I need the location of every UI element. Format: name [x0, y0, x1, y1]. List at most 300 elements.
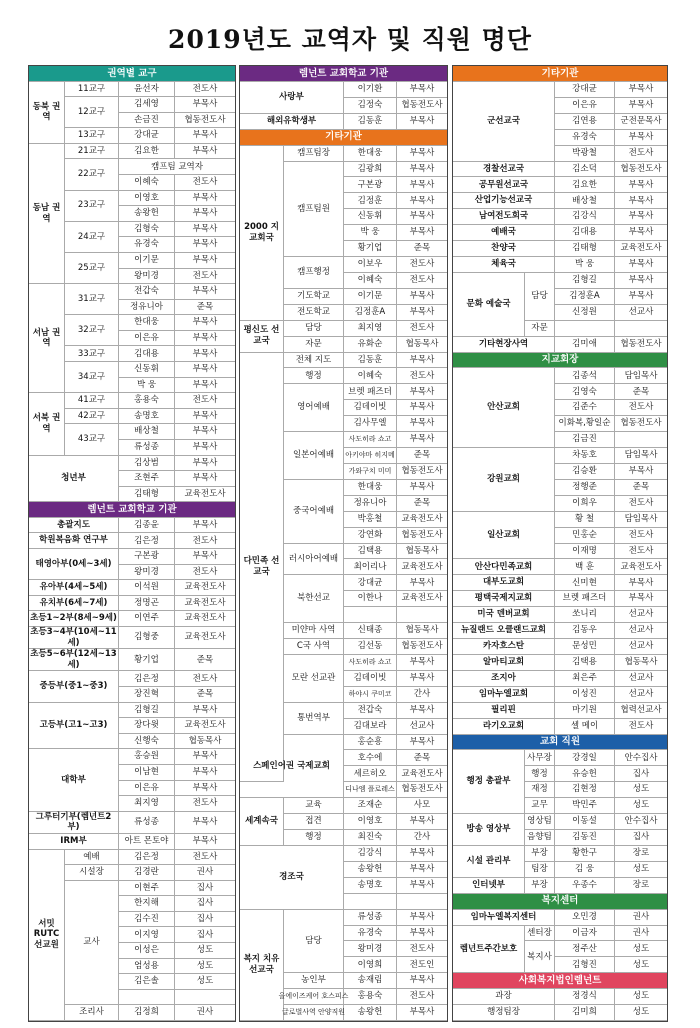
table-cell: 32교구 — [65, 315, 119, 346]
table-cell: 김은솔 — [119, 974, 175, 990]
table-cell: 권사 — [175, 865, 235, 881]
table-cell: 12교구 — [65, 97, 119, 128]
table-cell: 협동목사 — [397, 544, 447, 560]
table-cell: 유승헌 — [555, 766, 615, 782]
table-cell: 부목사 — [175, 97, 235, 113]
table-cell: 통번역부 — [284, 703, 344, 735]
table-cell: 부목사 — [175, 749, 235, 765]
table-cell: 협동전도사 — [397, 782, 447, 798]
table-cell: 구본광 — [119, 549, 175, 565]
table-cell: 가와구치 미미 — [344, 464, 397, 480]
table-cell: 장로 — [615, 878, 667, 894]
table-cell: 정명곤 — [119, 596, 175, 612]
table-cell: 초등1~2부(8세~9세) — [29, 611, 119, 627]
table-cell: 문화 예술국 — [453, 273, 525, 337]
table-cell: 부목사 — [397, 162, 447, 178]
table-cell: 준목 — [615, 480, 667, 496]
roster-table-2 — [240, 66, 447, 1021]
table-cell: 홍용숙 — [344, 989, 397, 1005]
table-cell: 군선교국 — [453, 82, 555, 162]
table-cell: 교육전도사 — [175, 580, 235, 596]
table-cell: 김형진 — [555, 957, 615, 973]
table-cell: 김태형 — [119, 487, 175, 503]
table-cell: 초등5~6부(12세~13세) — [29, 649, 119, 671]
table-cell: 부목사 — [397, 225, 447, 241]
table-cell: 뉴질랜드 오클랜드교회 — [453, 623, 555, 639]
table-cell: 협동전도사 — [397, 464, 447, 480]
table-cell: 전도사 — [615, 544, 667, 560]
table-cell: 세계속국 — [240, 798, 284, 846]
table-cell: 이재명 — [555, 544, 615, 560]
section-header: 교회 직원 — [453, 735, 667, 751]
table-cell: 준목 — [175, 300, 235, 316]
table-cell: 김영숙 — [555, 384, 615, 400]
table-cell: 부목사 — [397, 1005, 447, 1021]
table-cell: 성도 — [615, 782, 667, 798]
table-cell — [175, 990, 235, 1006]
table-cell: 부목사 — [615, 98, 667, 114]
table-cell: 전도사 — [397, 989, 447, 1005]
table-cell: 사모 — [397, 798, 447, 814]
table-cell: 부목사 — [397, 480, 447, 496]
table-cell: 김사무엘 — [344, 416, 397, 432]
table-cell: 13교구 — [65, 128, 119, 144]
table-cell: 다민족 선교국 — [240, 353, 284, 783]
table-cell: 셀 메이 — [555, 719, 615, 735]
table-cell: 백 훈 — [555, 559, 615, 575]
table-cell: 부목사 — [175, 471, 235, 487]
table-cell: 성도 — [615, 798, 667, 814]
table-cell: 교사 — [65, 881, 119, 1006]
table-cell: 부목사 — [397, 289, 447, 305]
table-cell: 박홍철 — [344, 512, 397, 528]
table-cell: 정유니아 — [344, 496, 397, 512]
table-cell: 부목사 — [175, 284, 235, 300]
table-cell: 전도사 — [397, 941, 447, 957]
table-cell: 강대균 — [344, 575, 397, 591]
table-cell: 안수집사 — [615, 750, 667, 766]
table-cell: 조지아 — [453, 671, 555, 687]
table-cell: 이기문 — [344, 289, 397, 305]
table-cell: 43교구 — [65, 424, 119, 455]
table-cell: 준목 — [397, 448, 447, 464]
table-cell: 디나엠 플로레스 — [344, 782, 397, 798]
table-cell: 카자흐스탄 — [453, 639, 555, 655]
table-cell: 전도사 — [175, 671, 235, 687]
table-cell: 대학부 — [29, 749, 119, 811]
table-cell: 이혜숙 — [119, 175, 175, 191]
table-cell: 자문 — [284, 337, 344, 353]
table-cell: 이기문 — [119, 253, 175, 269]
table-cell: 부목사 — [397, 735, 447, 751]
table-cell: 이혜숙 — [344, 368, 397, 384]
table-cell: 권사 — [175, 1005, 235, 1021]
table-cell: 쏘니리 — [555, 607, 615, 623]
table-cell: 팀장 — [525, 862, 555, 878]
table-cell: 김데이빗 — [344, 400, 397, 416]
table-cell: 부목사 — [397, 400, 447, 416]
table-cell: 한지해 — [119, 896, 175, 912]
table-cell: 전도사 — [615, 146, 667, 162]
table-cell: 33교구 — [65, 346, 119, 362]
table-cell: 렘넌트주간보호 — [453, 926, 525, 974]
table-cell: 준목 — [397, 750, 447, 766]
table-cell: 김태형 — [555, 241, 615, 257]
table-cell: 그루터기부(렘넌트2부) — [29, 812, 119, 834]
table-cell: 김형길 — [119, 703, 175, 719]
table-cell: 조현주 — [119, 471, 175, 487]
table-cell: 부목사 — [397, 82, 447, 98]
table-cell: 부목사 — [615, 82, 667, 98]
page-title: 2019년도 교역자 및 직원 명단 — [168, 25, 532, 54]
table-cell: 김현정 — [555, 782, 615, 798]
table-cell: 동북 권역 — [29, 82, 65, 144]
table-cell: 협동전도사 — [615, 337, 667, 353]
table-cell: 김은정 — [119, 671, 175, 687]
table-cell: 서남 권역 — [29, 284, 65, 393]
table-cell: 부목사 — [397, 846, 447, 862]
table-cell: 부목사 — [175, 834, 235, 850]
roster-table-1 — [29, 66, 235, 1021]
table-cell: 농인부 — [284, 973, 344, 989]
table-cell — [397, 894, 447, 910]
table-cell: 예배 — [65, 850, 119, 866]
table-cell: 김택용 — [555, 655, 615, 671]
table-cell: 엄성용 — [119, 959, 175, 975]
table-cell: 이성진 — [555, 687, 615, 703]
table-cell: 유아부(4세~5세) — [29, 580, 119, 596]
table-cell: 31교구 — [65, 284, 119, 315]
table-cell: 정행준 — [555, 480, 615, 496]
table-cell: 송왕헌 — [344, 1005, 397, 1021]
table-cell: 강대균 — [119, 128, 175, 144]
table-cell: 박광철 — [555, 146, 615, 162]
table-cell: 송왕헌 — [344, 862, 397, 878]
table-cell: 부목사 — [397, 973, 447, 989]
table-cell: 교무 — [525, 798, 555, 814]
table-cell: 사무장 — [525, 750, 555, 766]
table-cell: 성도 — [615, 941, 667, 957]
table-cell: 전도사 — [615, 400, 667, 416]
table-cell: 한대웅 — [344, 480, 397, 496]
table-cell: 총괄지도 — [29, 518, 119, 534]
table-cell: 이은유 — [555, 98, 615, 114]
table-cell: 영상팀 — [525, 814, 555, 830]
table-cell: 부목사 — [397, 353, 447, 369]
table-cell: 협동목사 — [615, 655, 667, 671]
table-cell: 전도사 — [175, 82, 235, 98]
table-cell: 전도인 — [397, 957, 447, 973]
table-cell: 김동우 — [555, 623, 615, 639]
table-cell: 부목사 — [175, 346, 235, 362]
table-cell: 전갑숙 — [119, 284, 175, 300]
table-cell: 김미희 — [555, 1005, 615, 1021]
table-cell: 김세영 — [119, 97, 175, 113]
table-cell: 강연화 — [344, 528, 397, 544]
table-cell: 강대균 — [555, 82, 615, 98]
table-cell: 김연용 — [555, 114, 615, 130]
table-cell: 김요한 — [555, 177, 615, 193]
table-cell: 최진숙 — [344, 830, 397, 846]
table-cell: C국 사역 — [284, 639, 344, 655]
table-cell: 신동휘 — [344, 209, 397, 225]
table-cell: 전도사 — [175, 565, 235, 581]
section-header: 기타기관 — [453, 66, 667, 82]
table-cell: 협동전도사 — [397, 98, 447, 114]
table-cell — [344, 607, 397, 623]
table-cell: 김은정 — [119, 533, 175, 549]
table-cell: 협동목사 — [397, 623, 447, 639]
table-cell: 정경식 — [555, 989, 615, 1005]
table-cell: 부목사 — [175, 765, 235, 781]
table-cell: 성도 — [615, 957, 667, 973]
table-cell: 교육전도사 — [397, 766, 447, 782]
table-cell: 부목사 — [175, 331, 235, 347]
table-cell: 서북 권역 — [29, 393, 65, 455]
table-cell: 세르히오 — [344, 766, 397, 782]
table-cell: 이연주 — [119, 611, 175, 627]
table-cell: 유경숙 — [119, 237, 175, 253]
table-cell: 부목사 — [397, 703, 447, 719]
table-cell: 부목사 — [397, 575, 447, 591]
table-cell: 유치부(6세~7세) — [29, 596, 119, 612]
table-cell: 34교구 — [65, 362, 119, 393]
table-cell: 태영아부(0세~3세) — [29, 549, 119, 580]
table-cell: 교육전도사 — [397, 559, 447, 575]
table-cell: 사도히라 쇼고 — [344, 432, 397, 448]
table-cell: 우종수 — [555, 878, 615, 894]
table-cell: 김동훈 — [344, 353, 397, 369]
table-cell: 윤선자 — [119, 82, 175, 98]
table-cell: 부목사 — [397, 671, 447, 687]
table-cell: 김대용 — [119, 346, 175, 362]
table-cell: 2000 지교회국 — [240, 146, 284, 321]
table-cell: 정주산 — [555, 941, 615, 957]
table-cell: 고등부(고1~고3) — [29, 703, 119, 750]
table-cell: 장진혁 — [119, 687, 175, 703]
table-cell: 전도사 — [397, 257, 447, 273]
table-cell: 중국어예배 — [284, 480, 344, 544]
table-cell: 인터넷부 — [453, 878, 525, 894]
table-cell: 부목사 — [175, 781, 235, 797]
table-cell: 김 웅 — [555, 862, 615, 878]
table-cell: 황한구 — [555, 846, 615, 862]
table-cell: 평신도 선교국 — [240, 321, 284, 353]
table-cell: 협력선교사 — [615, 703, 667, 719]
table-cell: 집사 — [615, 830, 667, 846]
table-cell: 부목사 — [615, 257, 667, 273]
table-cell: 간사 — [397, 687, 447, 703]
table-cell: 이남현 — [119, 765, 175, 781]
table-cell: 부목사 — [175, 812, 235, 834]
table-cell: 박 웅 — [344, 225, 397, 241]
table-cell: 학원복음화 연구부 — [29, 533, 119, 549]
table-cell: 박 웅 — [119, 378, 175, 394]
table-cell: 김금진 — [555, 432, 615, 448]
table-cell: 부목사 — [615, 225, 667, 241]
table-cell: 왕미경 — [119, 565, 175, 581]
table-cell: 북한선교 — [284, 575, 344, 623]
table-cell: 박민주 — [555, 798, 615, 814]
table-cell: 신동휘 — [119, 362, 175, 378]
table-cell: 서밋 RUTC 선교원 — [29, 850, 65, 1021]
table-cell: 부목사 — [175, 456, 235, 472]
table-cell: 부목사 — [175, 440, 235, 456]
table-cell: IRM부 — [29, 834, 119, 850]
table-cell: 최이리나 — [344, 559, 397, 575]
table-cell: 성도 — [175, 943, 235, 959]
table-cell: 교육전도사 — [175, 611, 235, 627]
table-cell: 부목사 — [397, 862, 447, 878]
table-cell: 이한나 — [344, 591, 397, 607]
table-cell: 김강식 — [344, 846, 397, 862]
table-cell: 한대웅 — [119, 315, 175, 331]
table-cell: 협동전도사 — [615, 416, 667, 432]
section-header: 복지센터 — [453, 894, 667, 910]
table-cell: 41교구 — [65, 393, 119, 409]
table-cell — [344, 894, 397, 910]
table-cell: 이기환 — [344, 82, 397, 98]
table-cell: 사랑부 — [240, 82, 344, 114]
table-cell: 부목사 — [175, 378, 235, 394]
table-cell: 김수진 — [119, 912, 175, 928]
table-cell: 홍순흥 — [344, 735, 397, 751]
table-cell: 부목사 — [397, 305, 447, 321]
table-cell: 미얀마 사역 — [284, 623, 344, 639]
table-cell: 부목사 — [397, 910, 447, 926]
table-cell: 브렛 패즈더 — [344, 384, 397, 400]
table-cell: 이보우 — [344, 257, 397, 273]
table-cell: 21교구 — [65, 144, 119, 160]
table-cell: 권사 — [615, 910, 667, 926]
table-cell: 일산교회 — [453, 512, 555, 560]
table-cell: 산업기능선교국 — [453, 193, 555, 209]
table-cell: 부목사 — [175, 518, 235, 534]
table-cell: 전도사 — [615, 528, 667, 544]
table-cell — [119, 990, 175, 1006]
table-cell: 전갑숙 — [344, 703, 397, 719]
table-cell: 김정훈A — [344, 305, 397, 321]
table-cell: 알마티교회 — [453, 655, 555, 671]
section-header: 기타기관 — [240, 130, 447, 146]
table-cell: 과장 — [453, 989, 555, 1005]
table-cell: 교육전도사 — [615, 559, 667, 575]
table-cell: 러시아어예배 — [284, 544, 344, 576]
table-cell: 김데이빗 — [344, 671, 397, 687]
table-cell: 김경란 — [119, 865, 175, 881]
table-cell: 기타현장사역 — [453, 337, 555, 353]
table-cell: 담당 — [284, 321, 344, 337]
table-cell: 김미애 — [555, 337, 615, 353]
table-cell: 담임목사 — [615, 512, 667, 528]
table-cell: 김형숙 — [119, 222, 175, 238]
table-cell: 선교사 — [615, 639, 667, 655]
table-cell: 전도사 — [615, 496, 667, 512]
table-cell: 김형중 — [119, 627, 175, 649]
table-cell: 자문 — [525, 321, 555, 337]
table-cell: 이동설 — [555, 814, 615, 830]
table-cell: 김준수 — [555, 400, 615, 416]
table-cell: 부목사 — [175, 237, 235, 253]
table-cell: 손금진 — [119, 113, 175, 129]
table-cell: 부목사 — [397, 655, 447, 671]
table-cell: 기도학교 — [284, 289, 344, 305]
table-cell: 글로벌사역 안양직원 — [284, 1005, 344, 1021]
section-header: 권역별 교구 — [29, 66, 235, 82]
table-cell: 해외유학생부 — [240, 114, 344, 130]
table-cell: 선교사 — [615, 671, 667, 687]
table-cell: 배상철 — [119, 424, 175, 440]
table-cell: 이영호 — [119, 191, 175, 207]
table-cell: 아키야마 히지메 — [344, 448, 397, 464]
table-cell: 접견 — [284, 814, 344, 830]
table-cell: 이은유 — [119, 331, 175, 347]
table-cell: 교육전도사 — [397, 591, 447, 607]
table-cell: 11교구 — [65, 82, 119, 98]
table-cell: 협동목사 — [175, 734, 235, 750]
table-cell: 부목사 — [175, 144, 235, 160]
table-cell: 교육전도사 — [175, 596, 235, 612]
table-cell: 간사 — [397, 830, 447, 846]
table-cell: 김선동 — [344, 639, 397, 655]
table-cell: 찬양국 — [453, 241, 555, 257]
table-cell: 브렛 패즈더 — [555, 591, 615, 607]
table-cell: 권사 — [615, 926, 667, 942]
table-cell: 성도 — [615, 989, 667, 1005]
table-cell: 부목사 — [615, 273, 667, 289]
table-cell: 김요한 — [119, 144, 175, 160]
table-cell: 부목사 — [397, 926, 447, 942]
column-3 — [452, 65, 668, 1022]
table-cell: 전도사 — [397, 273, 447, 289]
table-cell: 부목사 — [615, 130, 667, 146]
table-cell: 경찰선교국 — [453, 162, 555, 178]
table-cell: 사도히라 쇼고 — [344, 655, 397, 671]
table-cell: 부목사 — [175, 222, 235, 238]
table-cell: 왕미경 — [344, 941, 397, 957]
table-cell: 임마누엘복지센터 — [453, 910, 555, 926]
table-cell: 이지영 — [119, 927, 175, 943]
table-cell: 복지 치유 선교국 — [240, 910, 284, 1021]
table-cell — [555, 321, 615, 337]
table-cell: 집사 — [615, 766, 667, 782]
table-cell: 신정원 — [555, 305, 615, 321]
table-cell: 집사 — [175, 912, 235, 928]
table-cell: 부목사 — [175, 424, 235, 440]
table-cell: 강경일 — [555, 750, 615, 766]
table-cell: 류성종 — [119, 812, 175, 834]
table-cell: 군전문목사 — [615, 114, 667, 130]
table-cell: 모란 선교관 — [284, 655, 344, 703]
table-cell: 부목사 — [397, 193, 447, 209]
table-cell: 전도사 — [615, 719, 667, 735]
table-cell: 김정훈 — [344, 193, 397, 209]
table-cell: 미국 덴버교회 — [453, 607, 555, 623]
table-cell: 예배국 — [453, 225, 555, 241]
table-cell: 이현주 — [119, 881, 175, 897]
table-cell: 전도학교 — [284, 305, 344, 321]
table-cell: 최은주 — [555, 671, 615, 687]
table-cell: 시설장 — [65, 865, 119, 881]
table-cell: 캠프팀원 — [284, 162, 344, 258]
table-cell: 공무원선교국 — [453, 177, 555, 193]
table-cell: 집사 — [175, 927, 235, 943]
table-cell: 차동호 — [555, 448, 615, 464]
table-cell: 장로 — [615, 846, 667, 862]
table-cell: 부목사 — [615, 209, 667, 225]
table-cell: 부목사 — [397, 432, 447, 448]
table-cell: 담당 — [284, 910, 344, 974]
